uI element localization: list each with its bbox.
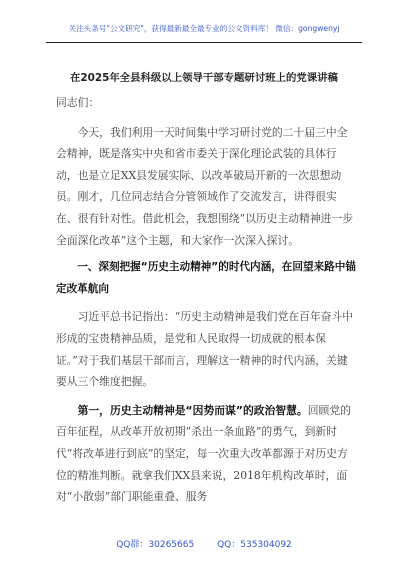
header-note: 关注头条号"公文研究"，获得最新最全最专业的公文资料库！ 微信：gongwenyj [68,24,340,33]
section-paragraph: 习近平总书记指出：“历史主动精神是我们党在百年奋斗中形成的宝贵精神品质，是党和人民取得一切成就的根本保证。”对于我们基层干部而言，理解这一精神的时代内涵，关键要从三个维度把握。 [56,310,354,389]
salutation: 同志们： [56,96,100,109]
document-body [56,92,356,508]
footer-contact [0,537,408,550]
footer-qq: QQ：535304092 [217,540,292,550]
header-divider [46,42,362,43]
intro-paragraph: 今天，我们利用一天时间集中学习研讨党的二十届三中全会精神，既是落实中央和省市委关于深化理论武装的具体行动，也是立足XX县发展实际、以改革破局开新的一次思想动员。刚才，几位同志结合分管领域作了交流发言，讲得很实在、很有针对性。借此机会，我想围绕“以历史主动精神进一步全面深化改革”这个主题，和大家作一次深入探讨。 [56,125,354,247]
point-text: 回顾党的百年征程，从改革开放初期“杀出一条血路”的勇气，到新时代“将改革进行到底”的坚定，每一次重大改革都源于对历史方位的精准判断。就拿我们XX县来说，2018年机构改革时，面对“小散弱”部门职能重叠、服务 [56,403,351,504]
point-paragraph [56,400,356,508]
footer-qq-group: QQ群：30265665 [116,540,195,550]
point-lead: 第一，历史主动精神是“因势而谋”的政治智慧。 [77,403,308,417]
document-title: 在2025年全县科级以上领导干部专题研讨班上的党课讲稿 [70,72,338,84]
section-heading: 一、深刻把握“历史主动精神”的时代内涵，在回望来路中锚定改革航向 [56,261,356,295]
